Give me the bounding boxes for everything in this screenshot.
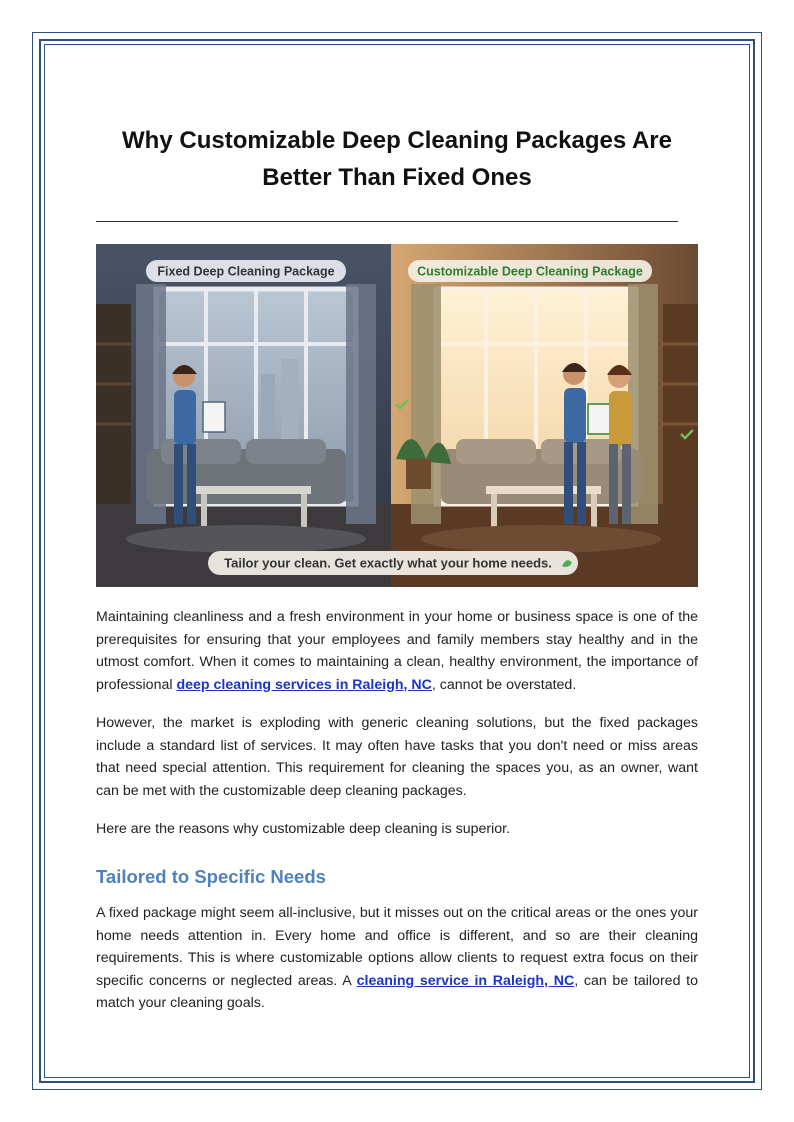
tailored-text: A fixed package might seem all-inclusive, but it misses out on the critical areas or the ones your home needs attention in. Every home and office is different, and so are their cleaning requirements. This is where customizable options allow clients to request extra focus on their specific concerns or neglected areas. A [96, 905, 698, 989]
fixed-package-scene [96, 244, 391, 587]
page-title: Why Customizable Deep Cleaning Packages Are Better Than Fixed Ones [122, 127, 672, 191]
customizable-package-scene [391, 244, 698, 587]
tailored-text-end: , can be tailored to match your cleaning goals. [96, 972, 698, 1011]
intro-paragraph [96, 606, 698, 696]
reasons-intro-paragraph: Here are the reasons why customizable deep cleaning is superior. [96, 821, 511, 837]
hero-caption: Tailor your clean. Get exactly what your home needs. [224, 555, 552, 571]
tailored-paragraph [96, 902, 698, 1015]
intro-text-end: , cannot be overstated. [431, 676, 577, 693]
section-heading: Tailored to Specific Needs [96, 866, 326, 887]
title-divider [96, 221, 678, 222]
fixed-package-label: Fixed Deep Cleaning Package [157, 264, 335, 279]
customizable-package-label: Customizable Deep Cleaning Package [417, 264, 643, 279]
deep-cleaning-raleigh-link[interactable]: deep cleaning services in Raleigh, NC [176, 676, 432, 693]
market-paragraph: However, the market is exploding with generic cleaning solutions, but the fixed packages include a standard list of services. It may often have tasks that you don't need or miss areas that need special attention. This requirement for cleaning the spaces you, as an owner, want can be met with the customizable deep cleaning packages. [96, 715, 698, 799]
hero-image [96, 244, 698, 587]
intro-text: Maintaining cleanliness and a fresh environment in your home or business space is one of the prerequisites for ensuring that your employees and family members stay healthy and in the utmost comfort. When it comes to maintaining a clean, healthy environment, the importance of professional [96, 609, 698, 693]
cleaning-service-raleigh-link[interactable]: cleaning service in Raleigh, NC [356, 972, 575, 989]
